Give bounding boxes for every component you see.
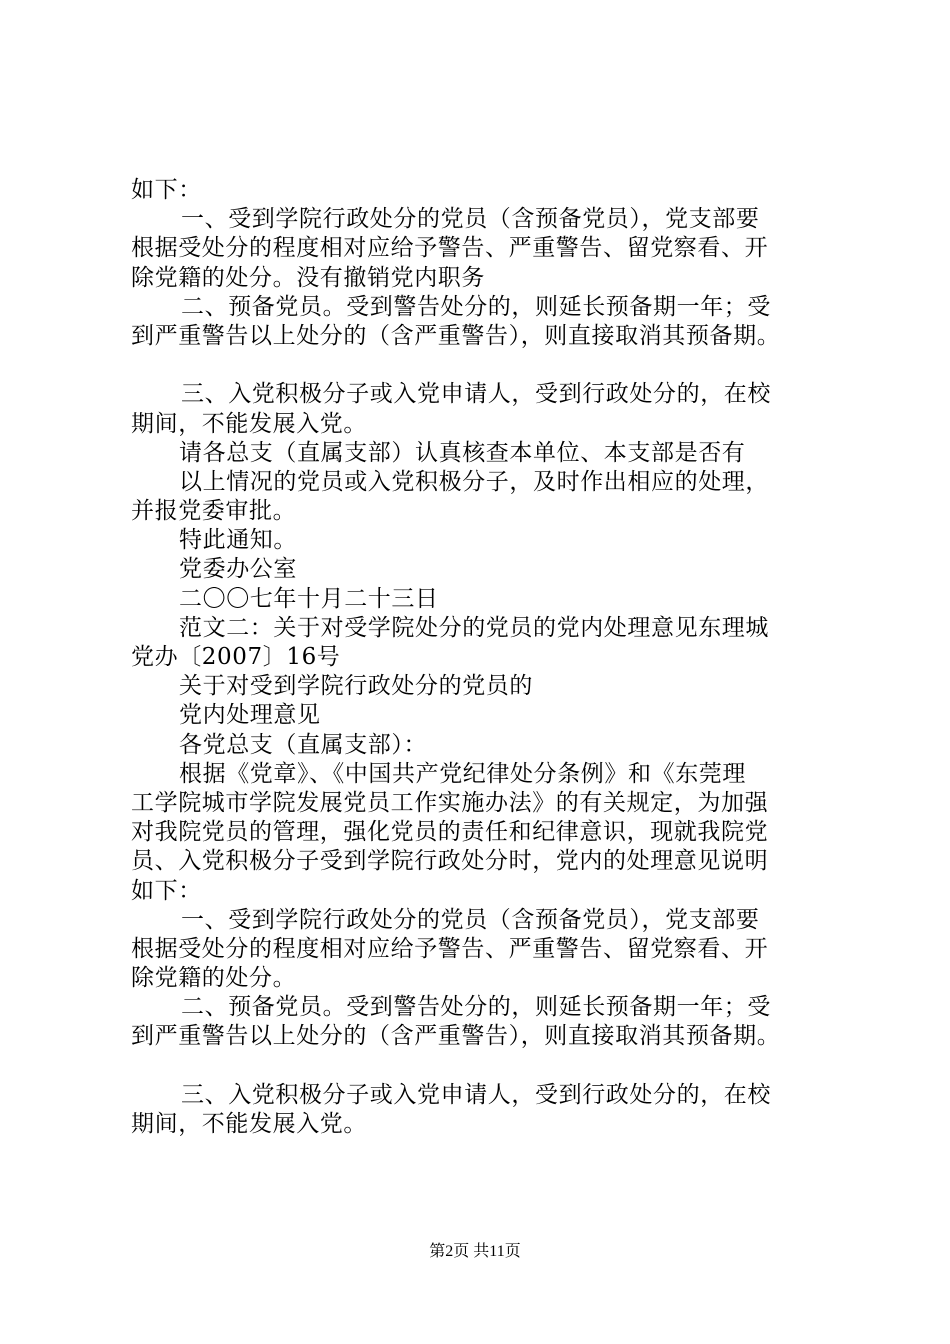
text-line: 三、入党积极分子或入党申请人，受到行政处分的，在校 (181, 1081, 771, 1108)
text-line: 二、预备党员。受到警告处分的，则延长预备期一年；受 (181, 293, 771, 320)
text-line: 对我院党员的管理，强化党员的责任和纪律意识，现就我院党 (131, 819, 769, 846)
text-line: 员、入党积极分子受到学院行政处分时，党内的处理意见说明 (131, 848, 769, 875)
text-line: 以上情况的党员或入党积极分子，及时作出相应的处理， (179, 468, 769, 495)
text-line: 期间，不能发展入党。 (131, 1111, 367, 1137)
text-line: 如下： (131, 177, 202, 203)
text-line: 根据受处分的程度相对应给予警告、严重警告、留党察看、开 (131, 235, 769, 262)
text-line: 党办〔2007〕16号 (131, 644, 341, 670)
blank-line (131, 1052, 831, 1081)
text-line: 关于对受到学院行政处分的党员的 (179, 673, 533, 700)
text-line: 到严重警告以上处分的（含严重警告），则直接取消其预备期。 (131, 1023, 781, 1050)
text-line: 各党总支（直属支部）： (179, 731, 428, 758)
text-line: 一、受到学院行政处分的党员（含预备党员），党支部要 (181, 906, 760, 933)
text-line: 二、预备党员。受到警告处分的，则延长预备期一年；受 (181, 994, 771, 1021)
text-line: 党委办公室 (179, 556, 297, 583)
text-line: 并报党委审批。 (131, 498, 297, 525)
text-line: 到严重警告以上处分的（含严重警告），则直接取消其预备期。 (131, 322, 781, 349)
text-line: 如下： (131, 877, 202, 904)
text-line: 党内处理意见 (179, 702, 321, 729)
text-line: 工学院城市学院发展党员工作实施办法》的有关规定，为加强 (131, 789, 769, 816)
page-footer: 第2页 共11页 (429, 1243, 521, 1260)
text-line: 期间，不能发展入党。 (131, 410, 367, 437)
text-line: 特此通知。 (179, 527, 297, 554)
document-body (131, 176, 831, 1139)
text-line: 请各总支（直属支部）认真核查本单位、本支部是否有 (179, 439, 746, 466)
text-line: 除党籍的处分。 (131, 965, 297, 992)
text-line: 根据受处分的程度相对应给予警告、严重警告、留党察看、开 (131, 935, 769, 962)
text-line: 范文二：关于对受学院处分的党员的党内处理意见东理城 (179, 614, 769, 641)
text-line: 一、受到学院行政处分的党员（含预备党员），党支部要 (181, 206, 760, 233)
text-line: 除党籍的处分。没有撤销党内职务 (131, 264, 485, 291)
text-line: 二〇〇七年十月二十三日 (179, 585, 439, 612)
text-line: 三、入党积极分子或入党申请人，受到行政处分的，在校 (181, 381, 771, 408)
text-line: 根据《党章》、《中国共产党纪律处分条例》和《东莞理 (179, 760, 746, 787)
blank-line (131, 351, 831, 380)
